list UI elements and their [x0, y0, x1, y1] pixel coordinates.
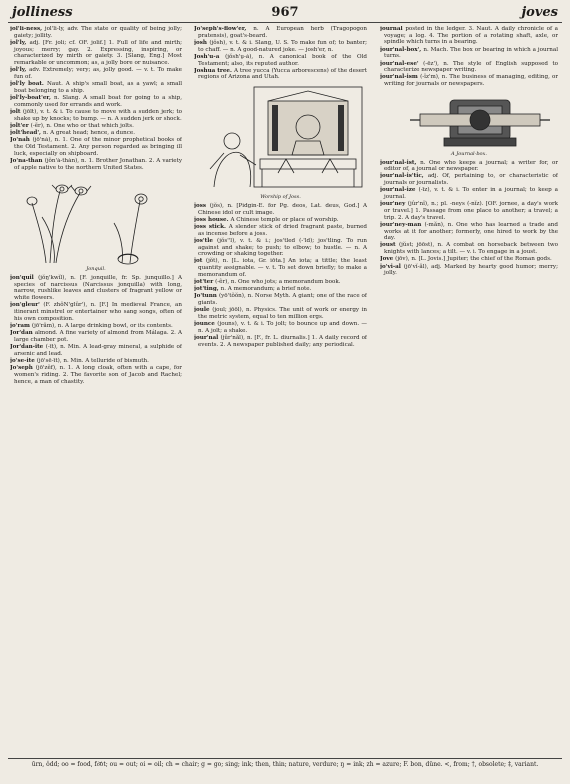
dictionary-entry [10, 330, 182, 343]
dictionary-entry [194, 321, 367, 334]
worship-caption: Worship of Joss. [260, 194, 301, 201]
entry-definition: A Chinese temple or place of worship. [230, 216, 339, 223]
entry-definition: n. Mach. The box or bearing in which a journal turns. [384, 46, 558, 60]
entry-definition: (jouns), v. t. & i. To jolt; to bounce up and down. — n. A jolt; a shake. [198, 321, 367, 334]
dictionary-entry [10, 365, 182, 385]
entry-headword: Jor'dan-ite [10, 344, 46, 350]
entry-definition: (jŭst; jōōst), n. A combat on horseback between two knights with lances; a tilt. — v. i. To engage in a joust. [384, 242, 558, 256]
dictionary-entry [194, 26, 367, 39]
entry-definition: (-ẽr), n. One who or that which jolts. [30, 122, 134, 129]
dictionary-entry [10, 67, 182, 80]
entry-definition: jol'li-ly, adv. The state or quality of being jolly; gaiety; jollity. [14, 26, 182, 39]
dictionary-entry [380, 74, 558, 87]
dictionary-entry [10, 344, 182, 357]
entry-headword: jo'ram [10, 322, 32, 329]
dictionary-entry [10, 358, 182, 365]
dictionary-entry [380, 264, 558, 277]
entry-headword: Jo'seph [10, 365, 36, 372]
entry-definition: (jŏs), n. [Pidgin-E. for Pg. deos, Lat. deus, God.] A Chinese idol or cult image. [198, 202, 367, 216]
entry-definition: n. One who keeps a journal; a writer for, or editor of, a journal or newspaper. [384, 159, 558, 173]
entry-definition: (jŏn'ȧ-thȧn), n. 1. Brother Jonathan. 2. A variety of apple native to the northern United States. [14, 157, 182, 171]
entry-headword: jo'vi-al [380, 263, 404, 270]
page-number: 967 [271, 5, 299, 20]
header-left-guideword: jolliness [12, 5, 73, 20]
dictionary-entry [10, 26, 182, 39]
worship-of-joss-drawing [194, 83, 367, 193]
dictionary-entry [10, 137, 182, 157]
dictionary-entry [194, 335, 367, 348]
column-3 [380, 26, 558, 754]
entry-headword: Jo'na-than [10, 157, 45, 164]
entry-headword: jol'ly, [10, 39, 30, 46]
entry-headword: joss stick. [194, 223, 229, 230]
entry-headword: joust [380, 242, 399, 249]
entry-headword: jour'nal-ize [380, 187, 419, 194]
entry-headword: jounce [194, 321, 218, 328]
entry-headword: jol'ly, [10, 67, 30, 74]
page-header [8, 4, 562, 23]
entry-headword: jour'nal-ist, [380, 159, 421, 166]
entry-headword: jot'ter [194, 279, 216, 286]
entry-definition: (jŏŋ'kwĭl), n. [F. jonquille, fr. Sp. junquillo.] A species of narcissus (Narcissus jonquilla) with long, narrow, rushlike leaves and clusters of fragrant yellow or white flowers. [14, 274, 182, 302]
entry-definition: adv. Extremely; very; as, jolly good. — v. t. To make fun of. [14, 67, 182, 80]
entry-definition: A slender stick of dried fragrant paste, burned as incense before a joss. [198, 223, 367, 237]
dictionary-entry [380, 47, 558, 60]
entry-definition: (-īt), n. Min. A lead-gray mineral, a sulphide of arsenic and lead. [14, 344, 182, 357]
entry-definition: (jō'vĭ-ăl), adj. Marked by hearty good humor; merry; jolly. [384, 263, 558, 277]
entry-definition: n. A European herb (Tragopogon pratensis), goat's-beard. [198, 26, 367, 39]
entry-definition: posted in the ledger. 3. Naut. A daily chronicle of a voyage; a log. 4. The portion of a rotating shaft, axle, or spindle which turns in a bearing. [384, 26, 558, 46]
dictionary-entry [10, 275, 182, 302]
entry-headword: jour'nal [194, 335, 221, 342]
entry-headword: Jo'nah [10, 137, 33, 144]
entry-headword: Jo'seph's-flow'er, [194, 26, 254, 32]
entry-definition: (jō'răm), n. A large drinking bowl, or its contents. [31, 322, 173, 329]
entry-definition: (-ēz'), n. The style of English supposed to characterize newspaper writing. [384, 60, 558, 74]
journal-box-illustration [380, 90, 558, 158]
column-2 [194, 26, 367, 754]
entry-headword: jon'quil [10, 274, 39, 281]
entry-headword: jour'nal-box', [380, 46, 424, 53]
dictionary-entry [380, 222, 558, 242]
dictionary-entry [10, 130, 182, 137]
entry-definition: (jûr'nĭ), n.; pl. -neys (-nĭz). [OF. jornee, a day's work or travel.] 1. Passage from one place to another; a travel; a trip. 2. A day's travel. [384, 201, 558, 221]
dictionary-entry [380, 173, 558, 186]
entry-definition: almond. A fine variety of almond from Málaga. 2. A large chamber pot. [14, 330, 182, 343]
dictionary-entry [194, 238, 367, 258]
dictionary-entry [194, 40, 367, 53]
entry-headword: jour'nal-ism [380, 74, 421, 81]
dictionary-entry [194, 286, 367, 293]
journal-box-caption: A Journal-box. [451, 150, 487, 157]
entry-definition: (jŏt), n. [L. iota, Gr. iōta.] An iota; a tittle; the least quantity assignable. — v. t. To set down briefly; to make a memorandum of. [198, 258, 367, 278]
entry-definition: (jō'sē-īt), n. Min. A telluride of bismuth. [36, 357, 149, 364]
entry-definition: (-ĭz'm), n. The business of managing, editing, or writing for journals or newspapers. [384, 74, 558, 88]
dictionary-entry [10, 40, 182, 67]
dictionary-entry [380, 201, 558, 221]
entry-headword: jolt'head', [10, 130, 43, 137]
entry-definition: (yō'tŏŏn), n. Norse Myth. A giant; one of the race of giants. [198, 293, 367, 307]
entry-headword: Josh'u-a [194, 53, 226, 60]
dictionary-entry [194, 54, 367, 67]
dictionary-entry [380, 242, 558, 255]
dictionary-entry [10, 323, 182, 330]
entry-headword: jour'ney [380, 201, 408, 208]
dictionary-entry [10, 123, 182, 130]
dictionary-entry [194, 293, 367, 306]
entry-headword: jour'nal-is'tic, [380, 173, 428, 180]
dictionary-entry [380, 160, 558, 173]
dictionary-entry [194, 307, 367, 320]
dictionary-entry [10, 158, 182, 171]
entry-headword: jolt [10, 108, 23, 115]
entry-definition: (jōv), n. [L. Jovis.] Jupiter; the chief of the Roman gods. [395, 256, 552, 263]
entry-headword: Jove [380, 256, 396, 263]
jonquil-caption: Jonquil. [86, 266, 106, 273]
jonquil-illustration [10, 173, 182, 273]
entry-headword: jour'nal-ese' [380, 60, 424, 67]
entry-headword: joss [194, 202, 210, 209]
entry-definition: (jûr'năl), n. [F., fr. L. diurnalis.] 1. A daily record of events. 2. A newspaper published daily; any periodical. [198, 335, 367, 348]
entry-headword: jot [194, 258, 206, 265]
dictionary-entry [380, 61, 558, 74]
entry-headword: jot'ting, [194, 286, 221, 293]
entry-definition: n. A great head; hence, a dunce. [42, 130, 135, 137]
worship-of-joss-illustration [194, 83, 367, 201]
entry-definition: Naut. A ship's small boat, as a yawl; a small boat belonging to a ship. [14, 81, 182, 94]
entry-headword: jos'tle [194, 237, 218, 244]
column-1 [10, 26, 182, 754]
entry-definition: A tree yucca (Yucca arborescens) of the desert regions of Arizona and Utah. [198, 67, 367, 81]
entry-definition: (jŏsh), v. t. & i. Slang, U. S. To make fun of; to banter; to chaff. — n. A good-natured joke. — josh'er, n. [198, 39, 367, 53]
dictionary-entry [194, 203, 367, 216]
dictionary-entry [10, 109, 182, 122]
entry-headword: joule [194, 307, 213, 314]
dictionary-entry [194, 279, 367, 286]
entry-definition: (jō'zĕf), n. 1. A long cloak, often with a cape, for women's riding. 2. The favorite son of Jacob and Rachel; hence, a man of chastity. [14, 365, 182, 385]
entry-definition: n. A memorandum; a brief note. [220, 286, 312, 293]
entry-headword: jol'ly-boat'er, [10, 95, 55, 102]
dictionary-entry [194, 68, 367, 81]
entry-headword: jo'se-ite [10, 357, 37, 364]
entry-definition: (-īz), v. t. & i. To enter in a journal; to keep a journal. [384, 187, 558, 201]
dictionary-entry [10, 81, 182, 94]
entry-definition: (jōlt), v. t. & i. To cause to move with a sudden jerk; to shake up by knocks; to bump. — n. A sudden jerk or shock. [14, 108, 182, 122]
jonquil-drawing [10, 173, 182, 265]
entry-definition: (jŏsh'ṳ-ȧ), n. A canonical book of the Old Testament; also, its reputed author. [198, 53, 367, 67]
entry-headword: jol'li-ness, [10, 26, 45, 32]
entry-headword: journal [380, 26, 406, 32]
dictionary-entry [380, 187, 558, 200]
journal-box-drawing [380, 90, 558, 150]
dictionary-entry [380, 256, 558, 263]
dictionary-entry [194, 224, 367, 237]
entry-definition: (-ẽr), n. One who jots; a memorandum book. [215, 279, 341, 286]
entry-definition: adj. [Fr. joli; cf. OF. jolif.] 1. Full of life and mirth; joyous; merry; gay. 2. Expressing, inspiring, or characterized by mirth or gaiety. 3. [Slang, Eng.] Most remarkable or uncommon; as, a jolly bore or nuisance. [14, 39, 182, 67]
entry-definition: (joul; jōōl), n. Physics. The unit of work or energy in the metric system, equal to ten million ergs. [198, 307, 367, 321]
entry-headword: Jo'tunn [194, 293, 219, 300]
entry-definition: n. Slang. A small boat for going to a ship, commonly used for errands and work. [14, 95, 182, 108]
dictionary-entry [10, 95, 182, 108]
entry-headword: jon'gleur' [10, 302, 44, 309]
entry-definition: (-măn), n. One who has learned a trade and works at it for another; formerly, one hired to work by the day. [384, 221, 558, 242]
dictionary-entry [194, 258, 367, 278]
entry-headword: jol'ly boat. [10, 81, 47, 88]
dictionary-entry [10, 302, 182, 322]
dictionary-entry [380, 26, 558, 46]
entry-definition: (jō'nȧ), n. 1. One of the minor prophetical books of the Old Testament. 2. Any person regarded as bringing ill luck, especially on shipboard. [14, 137, 182, 157]
entry-definition: (jŏs''l), v. t. & i.; jos'tled (-'ld); jos'tling. To run against and shake; to push; to elbow; to hustle. — n. A crowding or shaking together. [198, 237, 367, 258]
pronunciation-key-footer: ūrn, ŏdd; oo = food, fo͝ot; ou = out; oi = oil; ch = chair; g = go; sing; ink; then, thin; nature, verdure; ŋ = ink; zh = azure; F. bon, düne. <, from; †, obsolete; ‡, variant. [8, 758, 562, 773]
entry-headword: Joshua tree. [194, 67, 234, 74]
entry-headword: jour'ney-man [380, 221, 425, 228]
entry-headword: Jor'dan [10, 330, 35, 337]
header-right-guideword: joves [521, 5, 558, 20]
dictionary-entry [194, 217, 367, 224]
entry-definition: adj. Of, pertaining to, or characteristic of journals or journalists. [384, 173, 558, 187]
entry-headword: joss house. [194, 216, 231, 223]
entry-definition: (F. zhôN'glûr'), n. [F.] In medieval France, an itinerant minstrel or entertainer who sang songs, often of his own composition. [14, 302, 182, 322]
entry-headword: josh [194, 39, 210, 46]
entry-headword: jolt'er [10, 122, 31, 129]
